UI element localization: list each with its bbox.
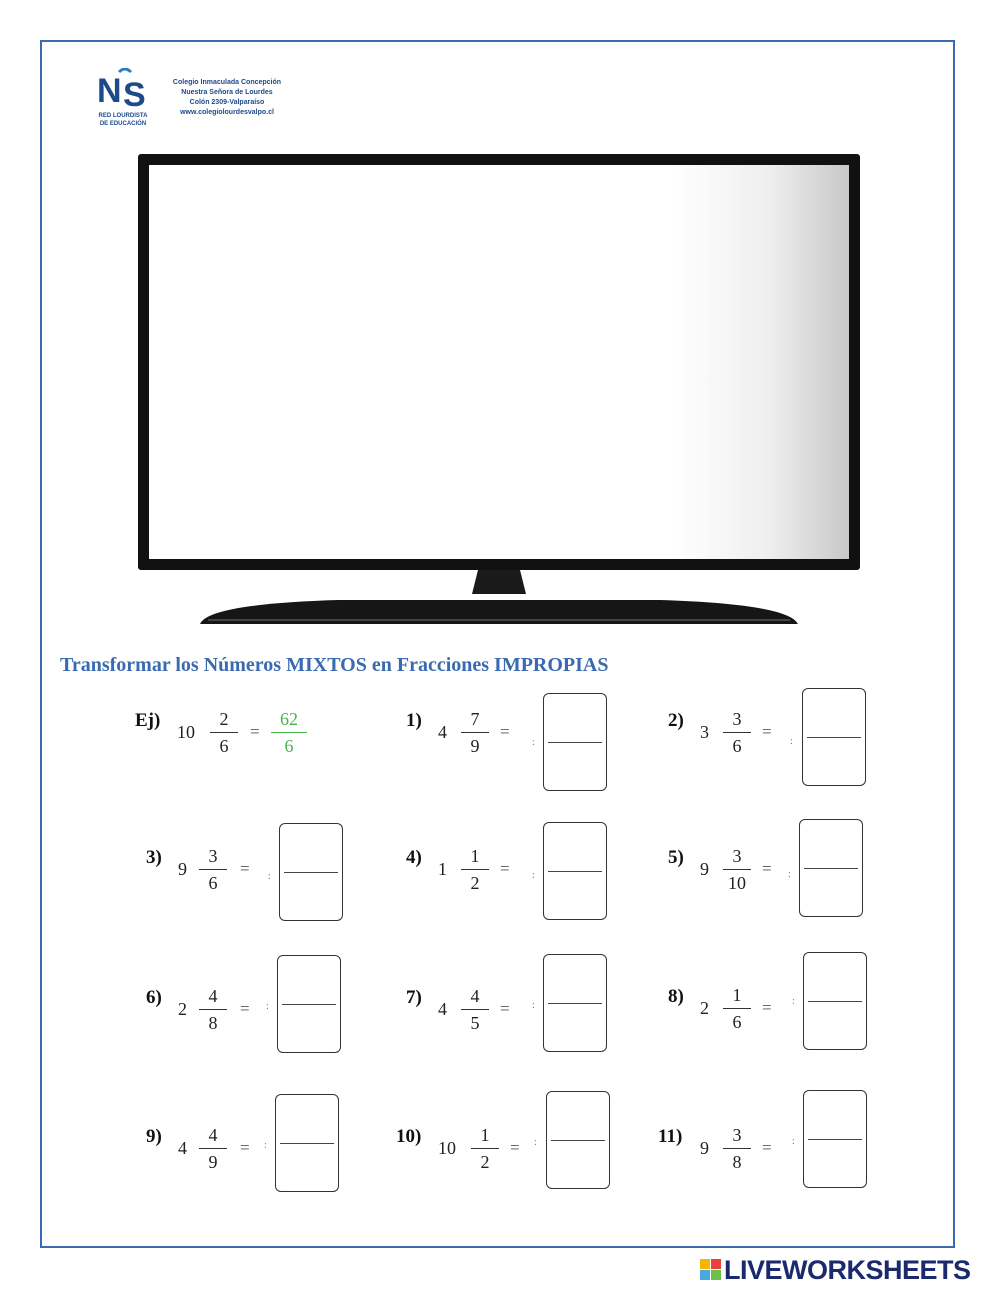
- exercise-1: 1) 4 7 9 = :: [406, 693, 616, 803]
- answer-box[interactable]: [803, 952, 867, 1050]
- example-item: [135, 700, 335, 810]
- exercise-10: 10) 10 1 2 = :: [396, 1091, 616, 1201]
- answer-box[interactable]: [543, 693, 607, 791]
- exercise-9: 9) 4 4 9 = :: [146, 1094, 356, 1204]
- answer-box[interactable]: [275, 1094, 339, 1192]
- exercise-6: 6) 2 4 8 = :: [146, 955, 356, 1065]
- exercise-7: 7) 4 4 5 = :: [406, 954, 616, 1064]
- brand-blocks-icon: [700, 1259, 722, 1281]
- school-subname: Nuestra Señora de Lourdes: [181, 89, 273, 96]
- school-logo-icon: [95, 68, 151, 112]
- svg-text:N: N: [97, 72, 122, 110]
- answer-box[interactable]: [802, 688, 866, 786]
- brand-text: LIVEWORKSHEETS: [724, 1255, 971, 1285]
- school-website: www.colegiolourdesvalpo.cl: [180, 109, 274, 116]
- answer-box[interactable]: [543, 954, 607, 1052]
- school-info: [157, 78, 297, 118]
- example-whole: 10: [177, 722, 195, 742]
- answer-box[interactable]: [799, 819, 863, 917]
- school-logo: [95, 68, 295, 138]
- tv-image: [138, 154, 860, 632]
- school-network: RED LOURDISTA DE EDUCACIÓN: [98, 113, 148, 127]
- answer-box[interactable]: [803, 1090, 867, 1188]
- example-fraction: 2 6: [207, 708, 241, 757]
- equals-sign: =: [250, 722, 260, 741]
- example-answer: 62 6: [269, 708, 309, 757]
- school-address: Colón 2309-Valparaíso: [189, 99, 265, 106]
- worksheet-title: Transformar los Números MIXTOS en Fracciones IMPROPIAS: [60, 654, 609, 676]
- exercise-3: 3) 9 3 6 = :: [146, 823, 356, 933]
- exercise-2: 2) 3 3 6 = :: [668, 688, 878, 798]
- example-label: Ej): [135, 710, 161, 731]
- exercise-5: 5) 9 3 10 = :: [668, 819, 878, 929]
- school-name: Colegio Inmaculada Concepción: [172, 79, 282, 86]
- answer-box[interactable]: [543, 822, 607, 920]
- answer-box[interactable]: [279, 823, 343, 921]
- exercise-4: 4) 1 1 2 = :: [406, 822, 616, 932]
- exercise-8: 8) 2 1 6 = :: [668, 952, 878, 1062]
- exercise-11: 11) 9 3 8 = :: [658, 1090, 878, 1200]
- answer-box[interactable]: [277, 955, 341, 1053]
- svg-text:S: S: [123, 76, 146, 112]
- answer-box[interactable]: [546, 1091, 610, 1189]
